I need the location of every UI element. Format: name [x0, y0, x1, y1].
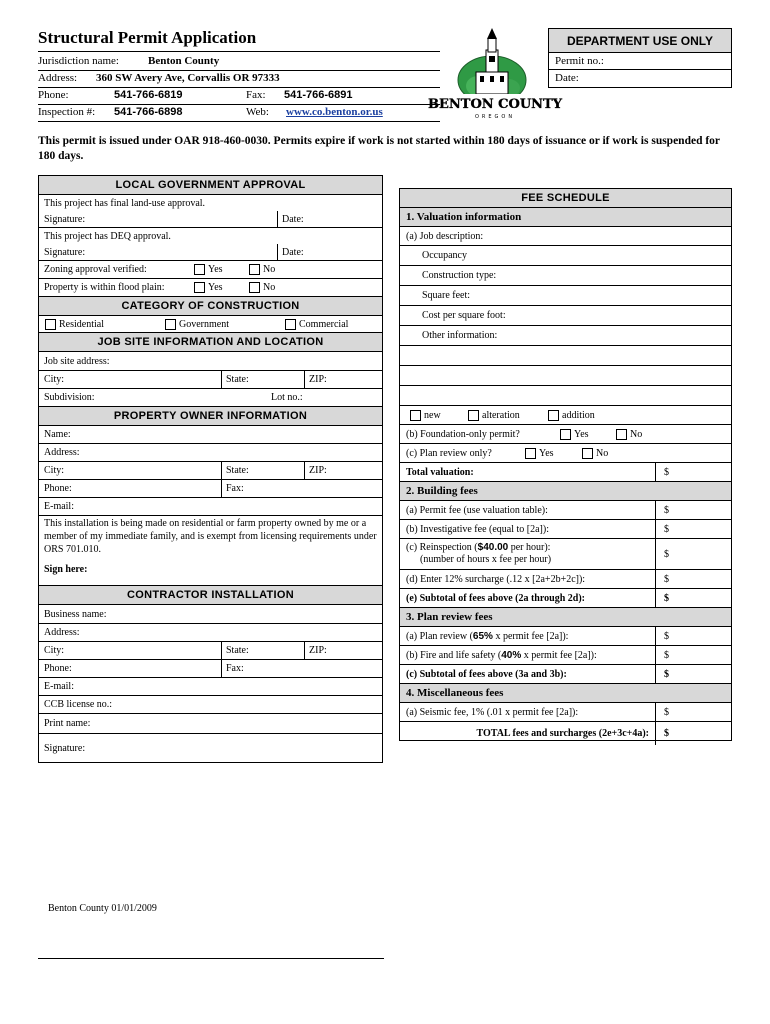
zip-label: ZIP:	[309, 465, 327, 476]
fax-label: Fax:	[226, 483, 244, 494]
jurisdiction-value: Benton County	[148, 55, 220, 67]
contractor-heading: CONTRACTOR INSTALLATION	[39, 586, 382, 605]
yes-label: Yes	[574, 428, 589, 440]
other-info-field[interactable]	[400, 326, 731, 346]
yes-label: Yes	[539, 447, 554, 459]
page-title: Structural Permit Application	[38, 28, 257, 47]
checkbox-icon	[548, 410, 559, 421]
occupancy-label: Occupancy	[422, 250, 467, 261]
checkbox-icon	[410, 410, 421, 421]
zoning-row	[39, 261, 382, 279]
investigative-fee-row	[400, 520, 731, 539]
owner-exempt-block	[39, 516, 382, 586]
total-fees-amount[interactable]	[655, 722, 669, 745]
checkbox-icon	[616, 429, 627, 440]
dollar-sign: $	[664, 649, 669, 661]
checkbox-icon	[194, 282, 205, 293]
seismic-fee-row	[400, 703, 731, 722]
zoning-yes-checkbox[interactable]	[194, 264, 223, 275]
signature-label: Signature:	[44, 213, 86, 225]
residential-checkbox[interactable]	[45, 319, 104, 330]
local-gov-heading: LOCAL GOVERNMENT APPROVAL	[39, 176, 382, 195]
government-checkbox[interactable]	[165, 319, 229, 330]
addition-label: addition	[562, 409, 595, 421]
fire-safety-text: x permit fee [2a]):	[521, 649, 597, 661]
divider	[38, 104, 440, 105]
contractor-zip-field[interactable]	[304, 642, 327, 659]
total-valuation-amount[interactable]	[655, 463, 669, 481]
benton-county-logo	[427, 28, 563, 120]
checkbox-icon	[45, 319, 56, 330]
fee-schedule	[399, 188, 732, 741]
job-site-city-row[interactable]	[39, 371, 382, 389]
dollar-sign: $	[664, 668, 669, 680]
blank-line[interactable]	[400, 346, 731, 366]
valuation-section: 1. Valuation information	[400, 208, 731, 227]
flood-row	[39, 279, 382, 297]
square-feet-label: Square feet:	[422, 290, 471, 301]
plan-review-text: (a) Plan review (	[406, 630, 473, 642]
job-site-heading: JOB SITE INFORMATION AND LOCATION	[39, 333, 382, 352]
subtotal-2-label: (e) Subtotal of fees above (2a through 2d):	[406, 592, 585, 604]
construction-type-label: Construction type:	[422, 270, 497, 281]
deq-date-field[interactable]	[277, 244, 304, 260]
exempt-text: This installation is being made on residential or farm property owned by me or a member of my immediate family, and is exempt from licensing requirements under ORS 701.010.	[44, 518, 377, 555]
flood-no-checkbox[interactable]	[249, 282, 275, 293]
no-label: No	[263, 282, 276, 293]
lot-label: Lot no.:	[271, 392, 303, 403]
plan-review-section: 3. Plan review fees	[400, 608, 731, 627]
subdivision-label: Subdivision:	[44, 392, 95, 403]
sign-here-label[interactable]: Sign here:	[44, 564, 88, 575]
date-label: Date:	[282, 213, 304, 225]
email-label: E-mail:	[44, 681, 74, 692]
fax-label: Fax:	[246, 89, 266, 101]
address-label: Job site address:	[44, 355, 110, 367]
left-form	[38, 175, 383, 763]
owner-fax-field[interactable]	[221, 480, 244, 497]
reinspection-rate: $40.00	[477, 542, 509, 553]
ccb-label: CCB license no.:	[44, 699, 113, 710]
new-checkbox[interactable]	[410, 410, 441, 421]
print-name-field[interactable]	[39, 714, 382, 734]
business-name-field[interactable]	[39, 605, 382, 624]
dollar-sign: $	[664, 548, 669, 560]
construction-type-field[interactable]	[400, 266, 731, 286]
reinspection-text: (c) Reinspection (	[406, 542, 478, 553]
divider	[38, 70, 440, 71]
category-row	[39, 316, 382, 333]
permit-notice: This permit is issued under OAR 918-460-0030. Permits expire if work is not started within 180 days of issuance or if work is suspended for 180 days.	[38, 135, 720, 162]
permit-fee-row	[400, 501, 731, 520]
signature-label: Signature:	[44, 246, 86, 258]
foundation-label: (b) Foundation-only permit?	[406, 428, 520, 440]
deq-signature-row[interactable]	[39, 244, 382, 261]
print-name-label: Print name:	[44, 718, 91, 729]
total-valuation-row	[400, 463, 731, 482]
inspection-value: 541-766-6898	[114, 106, 183, 118]
total-valuation-label: Total valuation:	[406, 466, 474, 478]
dollar-sign: $	[664, 706, 669, 718]
contractor-email-field[interactable]	[39, 678, 382, 696]
contractor-phone-row[interactable]	[39, 660, 382, 678]
square-feet-field[interactable]	[400, 286, 731, 306]
contractor-state-field[interactable]	[221, 642, 249, 659]
divider	[38, 51, 440, 52]
phone-label: Phone:	[38, 89, 69, 101]
reinspection-note: (number of hours x fee per hour)	[420, 554, 552, 565]
permit-no-field[interactable]: Permit no.:	[549, 53, 731, 70]
no-label: No	[596, 447, 609, 459]
blank-line[interactable]	[400, 366, 731, 386]
land-use-row	[39, 195, 382, 211]
city-label: City:	[44, 465, 65, 476]
alteration-checkbox[interactable]	[468, 410, 520, 421]
checkbox-icon	[165, 319, 176, 330]
alteration-label: alteration	[482, 409, 520, 421]
checkbox-icon	[582, 448, 593, 459]
plan-only-row	[400, 444, 731, 463]
zip-label: ZIP:	[309, 374, 327, 385]
checkbox-icon	[285, 319, 296, 330]
reinspection-row	[400, 539, 731, 570]
land-use-date-field[interactable]	[277, 211, 304, 227]
investigative-fee-label: (b) Investigative fee (equal to [2a]):	[406, 523, 549, 535]
job-description-label: (a) Job description:	[406, 230, 484, 242]
subtotal-3-amount[interactable]	[655, 665, 669, 683]
name-label: Name:	[44, 429, 71, 440]
city-label: City:	[44, 374, 65, 385]
checkbox-icon	[249, 264, 260, 275]
permit-fee-amount[interactable]	[655, 501, 669, 519]
land-use-signature-row[interactable]	[39, 211, 382, 228]
department-heading: DEPARTMENT USE ONLY	[549, 29, 731, 53]
no-label: No	[630, 428, 643, 440]
dollar-sign: $	[664, 573, 669, 585]
foundation-no-checkbox[interactable]	[616, 429, 642, 440]
svg-text:OREGON: OREGON	[474, 114, 516, 120]
cost-per-sqft-field[interactable]	[400, 306, 731, 326]
city-label: City:	[44, 645, 65, 656]
checkbox-icon	[525, 448, 536, 459]
divider	[38, 87, 440, 88]
zoning-no-checkbox[interactable]	[249, 264, 275, 275]
owner-name-field[interactable]	[39, 426, 382, 444]
land-use-text: This project has final land-use approval.	[44, 197, 206, 209]
jurisdiction-label: Jurisdiction name:	[38, 55, 119, 67]
seismic-fee-amount[interactable]	[655, 703, 669, 721]
owner-email-field[interactable]	[39, 498, 382, 516]
zip-label: ZIP:	[309, 645, 327, 656]
address-label: Address:	[38, 72, 78, 84]
plan-review-row	[400, 627, 731, 646]
svg-text:BENTON COUNTY: BENTON COUNTY	[427, 97, 563, 112]
dollar-sign: $	[664, 592, 669, 604]
phone-label: Phone:	[44, 663, 72, 674]
occupancy-field[interactable]	[400, 246, 731, 266]
total-fees-label: TOTAL fees and surcharges (2e+3c+4a):	[476, 728, 649, 739]
checkbox-icon	[194, 264, 205, 275]
state-label: State:	[226, 465, 249, 476]
work-type-row	[400, 406, 731, 425]
permit-fee-label: (a) Permit fee (use valuation table):	[406, 504, 548, 516]
blank-line[interactable]	[400, 386, 731, 406]
business-label: Business name:	[44, 608, 107, 620]
deq-text: This project has DEQ approval.	[44, 230, 171, 242]
commercial-checkbox[interactable]	[285, 319, 348, 330]
subtotal-3-row	[400, 665, 731, 684]
addition-checkbox[interactable]	[548, 410, 595, 421]
reinspection-amount[interactable]	[655, 539, 669, 569]
plan-review-label	[406, 631, 568, 642]
residential-label: Residential	[59, 318, 104, 330]
fire-safety-row	[400, 646, 731, 665]
owner-city-row[interactable]	[39, 462, 382, 480]
misc-fees-section: 4. Miscellaneous fees	[400, 684, 731, 703]
fax-label: Fax:	[226, 663, 244, 674]
footer-text: Benton County 01/01/2009	[48, 903, 157, 914]
state-label: State:	[226, 374, 249, 385]
job-site-zip-field[interactable]	[304, 371, 327, 388]
date-label: Date:	[282, 246, 304, 258]
ccb-license-field[interactable]	[39, 696, 382, 714]
owner-address-field[interactable]	[39, 444, 382, 462]
no-label: No	[263, 264, 276, 275]
address-value: 360 SW Avery Ave, Corvallis OR 97333	[96, 72, 280, 84]
total-fees-row	[400, 722, 731, 745]
yes-label: Yes	[208, 264, 223, 275]
department-date-field[interactable]: Date:	[555, 72, 579, 84]
investigative-fee-amount[interactable]	[655, 520, 669, 538]
seismic-fee-label: (a) Seismic fee, 1% (.01 x permit fee [2a]):	[406, 706, 579, 718]
job-description-field[interactable]	[400, 227, 731, 246]
subtotal-2-row	[400, 589, 731, 608]
email-label: E-mail:	[44, 501, 74, 512]
surcharge-amount[interactable]	[655, 570, 669, 588]
checkbox-icon	[468, 410, 479, 421]
category-heading: CATEGORY OF CONSTRUCTION	[39, 297, 382, 316]
fire-safety-percent: 40%	[501, 649, 522, 661]
fee-heading: FEE SCHEDULE	[400, 189, 731, 208]
dollar-sign: $	[664, 466, 669, 478]
contractor-signature-field[interactable]	[39, 734, 382, 762]
cost-per-sqft-label: Cost per square foot:	[422, 310, 506, 321]
checkbox-icon	[249, 282, 260, 293]
address-label: Address:	[44, 627, 80, 638]
subtotal-3-label: (c) Subtotal of fees above (3a and 3b):	[406, 668, 567, 680]
building-fees-section: 2. Building fees	[400, 482, 731, 501]
contractor-address-field[interactable]	[39, 624, 382, 642]
plan-review-amount[interactable]	[655, 627, 669, 645]
fax-value: 541-766-6891	[284, 89, 353, 101]
plan-review-percent: 65%	[472, 630, 493, 642]
footer-divider	[38, 958, 384, 959]
web-label: Web:	[246, 106, 269, 118]
plan-review-text: x permit fee [2a]):	[492, 630, 569, 642]
other-info-label: Other information:	[422, 330, 498, 341]
plan-only-no-checkbox[interactable]	[582, 448, 608, 459]
subdivision-row[interactable]	[39, 389, 382, 407]
contractor-city-row[interactable]	[39, 642, 382, 660]
surcharge-row	[400, 570, 731, 589]
government-label: Government	[179, 318, 229, 330]
surcharge-label: (d) Enter 12% surcharge (.12 x [2a+2b+2c]):	[406, 573, 586, 585]
contractor-fax-field[interactable]	[221, 660, 244, 677]
dollar-sign: $	[664, 630, 669, 642]
plan-only-label: (c) Plan review only?	[406, 447, 492, 459]
phone-value: 541-766-6819	[114, 89, 183, 101]
job-site-address-field[interactable]	[39, 352, 382, 371]
deq-row	[39, 228, 382, 244]
reinspection-text: per hour):	[508, 542, 551, 553]
yes-label: Yes	[208, 282, 223, 293]
address-label: Address:	[44, 447, 80, 458]
fire-safety-amount[interactable]	[655, 646, 669, 664]
owner-state-field[interactable]	[221, 462, 249, 479]
reinspection-label	[406, 542, 551, 566]
dollar-sign: $	[664, 728, 669, 739]
flood-yes-checkbox[interactable]	[194, 282, 223, 293]
fire-safety-text: (b) Fire and life safety (	[406, 649, 502, 661]
commercial-label: Commercial	[299, 318, 349, 330]
foundation-yes-checkbox[interactable]	[560, 429, 589, 440]
web-link[interactable]: www.co.benton.or.us	[286, 106, 383, 118]
state-label: State:	[226, 645, 249, 656]
dollar-sign: $	[664, 523, 669, 535]
new-label: new	[424, 409, 441, 421]
phone-label: Phone:	[44, 483, 72, 494]
fire-safety-label	[406, 650, 597, 661]
foundation-row	[400, 425, 731, 444]
plan-only-yes-checkbox[interactable]	[525, 448, 554, 459]
job-site-state-field[interactable]	[221, 371, 249, 388]
owner-heading: PROPERTY OWNER INFORMATION	[39, 407, 382, 426]
owner-phone-row[interactable]	[39, 480, 382, 498]
zoning-label: Zoning approval verified:	[44, 264, 147, 275]
owner-zip-field[interactable]	[304, 462, 327, 479]
divider	[38, 121, 440, 122]
signature-label: Signature:	[44, 742, 86, 754]
dollar-sign: $	[664, 504, 669, 516]
department-use-box	[548, 28, 732, 88]
flood-label: Property is within flood plain:	[44, 282, 165, 293]
checkbox-icon	[560, 429, 571, 440]
subtotal-2-amount[interactable]	[655, 589, 669, 607]
inspection-label: Inspection #:	[38, 106, 96, 118]
